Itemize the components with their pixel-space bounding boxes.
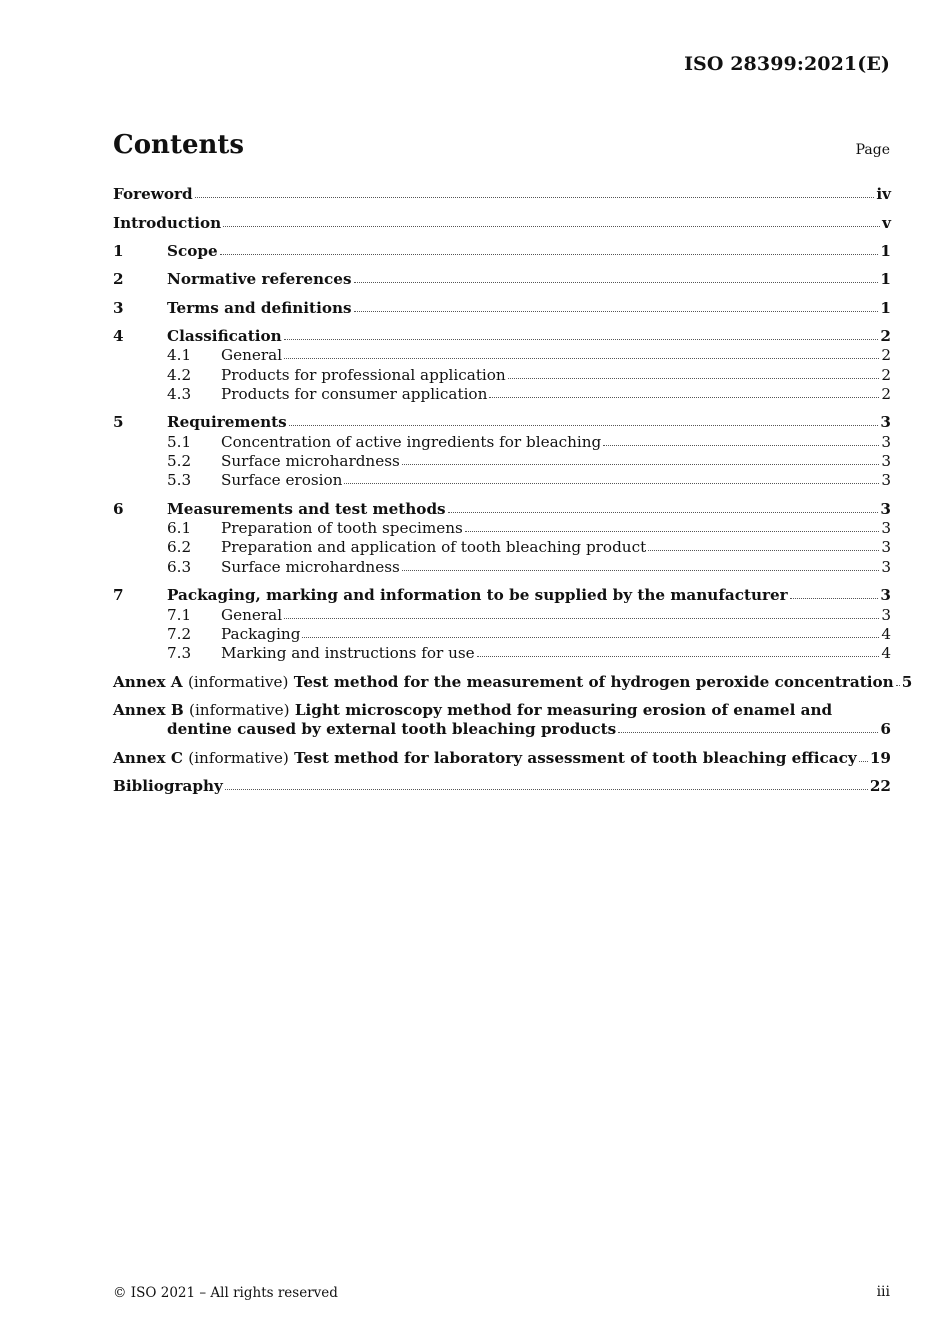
copyright-notice: © ISO 2021 – All rights reserved xyxy=(113,1285,338,1301)
toc-title: Introduction xyxy=(113,213,222,232)
toc-subentry-packaging[interactable] xyxy=(113,624,891,643)
toc-title: Concentration of active ingredients for bleaching xyxy=(221,432,602,451)
page-column-label: Page xyxy=(855,142,890,158)
toc-entry-measurements[interactable] xyxy=(113,498,891,517)
toc-page: 3 xyxy=(880,413,891,432)
leader-dots xyxy=(448,512,879,513)
leader-dots xyxy=(289,425,879,426)
annex-title-line2: dentine caused by external tooth bleaching products xyxy=(167,720,617,739)
contents-heading: Contents xyxy=(113,130,245,160)
toc-number: 4.2 xyxy=(167,365,192,384)
toc-subentry-microhardness-test[interactable] xyxy=(113,556,891,575)
toc-page: 4 xyxy=(881,644,891,663)
annex-label: Annex B xyxy=(113,700,184,719)
annex-type: (informative) xyxy=(187,672,289,691)
toc-title: Surface microhardness xyxy=(221,452,400,471)
toc-number: 6.1 xyxy=(167,519,192,538)
toc-number: 3 xyxy=(113,298,124,317)
toc-number: 4.3 xyxy=(167,384,192,403)
leader-dots xyxy=(225,789,868,790)
toc-title: Classification xyxy=(167,326,282,345)
leader-dots xyxy=(195,197,875,198)
leader-dots xyxy=(790,598,879,599)
annex-label: Annex A xyxy=(113,672,183,691)
toc-page: 3 xyxy=(881,471,891,490)
leader-dots xyxy=(220,254,879,255)
leader-dots xyxy=(508,378,880,379)
toc-title: Packaging, marking and information to be supplied by the manufacturer xyxy=(167,586,788,605)
toc-page: 3 xyxy=(880,499,891,518)
toc-page: 19 xyxy=(869,748,891,767)
toc-number: 6 xyxy=(113,499,124,518)
leader-dots xyxy=(284,339,879,340)
toc-page: 3 xyxy=(880,586,891,605)
toc-page: 3 xyxy=(881,538,891,557)
annex-title-line1: Light microscopy method for measuring erosion of enamel and xyxy=(294,700,833,719)
toc-entry-annex-b[interactable] xyxy=(113,700,891,739)
annex-type: (informative) xyxy=(188,748,289,767)
leader-dots xyxy=(477,656,880,657)
toc-page: 2 xyxy=(881,346,891,365)
toc-entry-scope[interactable] xyxy=(113,241,891,260)
toc-number: 7.2 xyxy=(167,624,192,643)
toc-number: 5.3 xyxy=(167,471,192,490)
toc-title: Foreword xyxy=(113,185,193,204)
annex-title: Test method for laboratory assessment of tooth bleaching efficacy xyxy=(294,748,857,767)
toc-title: Products for consumer application xyxy=(221,384,488,403)
toc-entry-annex-c[interactable] xyxy=(113,747,891,766)
toc-number: 5 xyxy=(113,413,124,432)
leader-dots xyxy=(223,226,880,227)
toc-title: Preparation and application of tooth bleaching product xyxy=(221,538,647,557)
toc-title: Normative references xyxy=(167,270,352,289)
toc-entry-packaging-marking[interactable] xyxy=(113,585,891,604)
leader-dots xyxy=(284,618,879,619)
toc-page: 22 xyxy=(869,776,891,795)
toc-entry-terms-definitions[interactable] xyxy=(113,297,891,316)
annex-title: Test method for the measurement of hydrogen peroxide concentration xyxy=(293,672,894,691)
toc-number: 7.1 xyxy=(167,605,192,624)
toc-title: Bibliography xyxy=(113,776,223,795)
toc-page: 3 xyxy=(881,452,891,471)
leader-dots xyxy=(402,570,880,571)
toc-number: 5.2 xyxy=(167,452,192,471)
toc-number: 6.3 xyxy=(167,557,192,576)
toc-subentry-application[interactable] xyxy=(113,537,891,556)
toc-subentry-specimens[interactable] xyxy=(113,518,891,537)
toc-page: 2 xyxy=(881,365,891,384)
toc-title: Scope xyxy=(167,241,218,260)
leader-dots xyxy=(648,550,879,551)
toc-subentry-microhardness[interactable] xyxy=(113,451,891,470)
toc-entry-introduction[interactable] xyxy=(113,212,891,231)
toc-subentry-general[interactable] xyxy=(113,345,891,364)
leader-dots xyxy=(302,637,879,638)
toc-page: 3 xyxy=(881,557,891,576)
leader-dots xyxy=(354,282,879,283)
table-of-contents xyxy=(113,184,913,795)
toc-page: 1 xyxy=(880,241,891,260)
toc-title: Surface erosion xyxy=(221,471,343,490)
toc-title: Measurements and test methods xyxy=(167,499,446,518)
toc-title: Requirements xyxy=(167,413,287,432)
toc-title: Packaging xyxy=(221,624,301,643)
toc-title: Surface microhardness xyxy=(221,557,400,576)
toc-title: Products for professional application xyxy=(221,365,506,384)
toc-number: 1 xyxy=(113,241,124,260)
toc-title: Marking and instructions for use xyxy=(221,644,475,663)
toc-number: 7.3 xyxy=(167,644,192,663)
toc-page: 4 xyxy=(881,624,891,643)
toc-subentry-general-7[interactable] xyxy=(113,604,891,623)
document-id: ISO 28399:2021(E) xyxy=(684,53,890,75)
toc-entry-requirements[interactable] xyxy=(113,412,891,431)
page-number: iii xyxy=(876,1284,890,1300)
toc-page: v xyxy=(882,213,891,232)
annex-type: (informative) xyxy=(189,700,290,719)
toc-page: 6 xyxy=(880,720,891,739)
toc-page: 3 xyxy=(881,605,891,624)
leader-dots xyxy=(603,445,879,446)
toc-page: 3 xyxy=(881,519,891,538)
toc-page: iv xyxy=(876,185,891,204)
toc-number: 4 xyxy=(113,326,124,345)
toc-entry-bibliography[interactable] xyxy=(113,775,891,794)
toc-title: General xyxy=(221,605,283,624)
leader-dots xyxy=(344,483,879,484)
toc-entry-annex-a[interactable] xyxy=(113,671,913,691)
leader-dots xyxy=(284,358,879,359)
toc-entry-normative-references[interactable] xyxy=(113,269,891,288)
toc-page: 1 xyxy=(880,270,891,289)
toc-page: 3 xyxy=(881,432,891,451)
toc-number: 6.2 xyxy=(167,538,192,557)
leader-dots xyxy=(402,464,880,465)
toc-page: 2 xyxy=(881,384,891,403)
leader-dots xyxy=(859,761,868,762)
leader-dots xyxy=(354,311,879,312)
toc-number: 5.1 xyxy=(167,432,192,451)
toc-number: 4.1 xyxy=(167,346,192,365)
toc-number: 2 xyxy=(113,270,124,289)
toc-title: Preparation of tooth specimens xyxy=(221,519,463,538)
toc-title: General xyxy=(221,346,283,365)
toc-subentry-professional[interactable] xyxy=(113,364,891,383)
toc-entry-foreword[interactable] xyxy=(113,184,891,203)
toc-title: Terms and definitions xyxy=(167,298,352,317)
toc-subentry-marking[interactable] xyxy=(113,643,891,662)
leader-dots xyxy=(489,397,879,398)
toc-page: 5 xyxy=(901,672,913,691)
toc-entry-classification[interactable] xyxy=(113,325,891,344)
toc-number: 7 xyxy=(113,586,124,605)
toc-page: 1 xyxy=(880,298,891,317)
toc-subentry-erosion[interactable] xyxy=(113,470,891,489)
annex-label: Annex C xyxy=(113,748,183,767)
leader-dots xyxy=(465,531,880,532)
toc-subentry-consumer[interactable] xyxy=(113,384,891,403)
toc-subentry-concentration[interactable] xyxy=(113,431,891,450)
leader-dots xyxy=(618,732,878,733)
leader-dots xyxy=(896,685,900,686)
toc-page: 2 xyxy=(880,326,891,345)
